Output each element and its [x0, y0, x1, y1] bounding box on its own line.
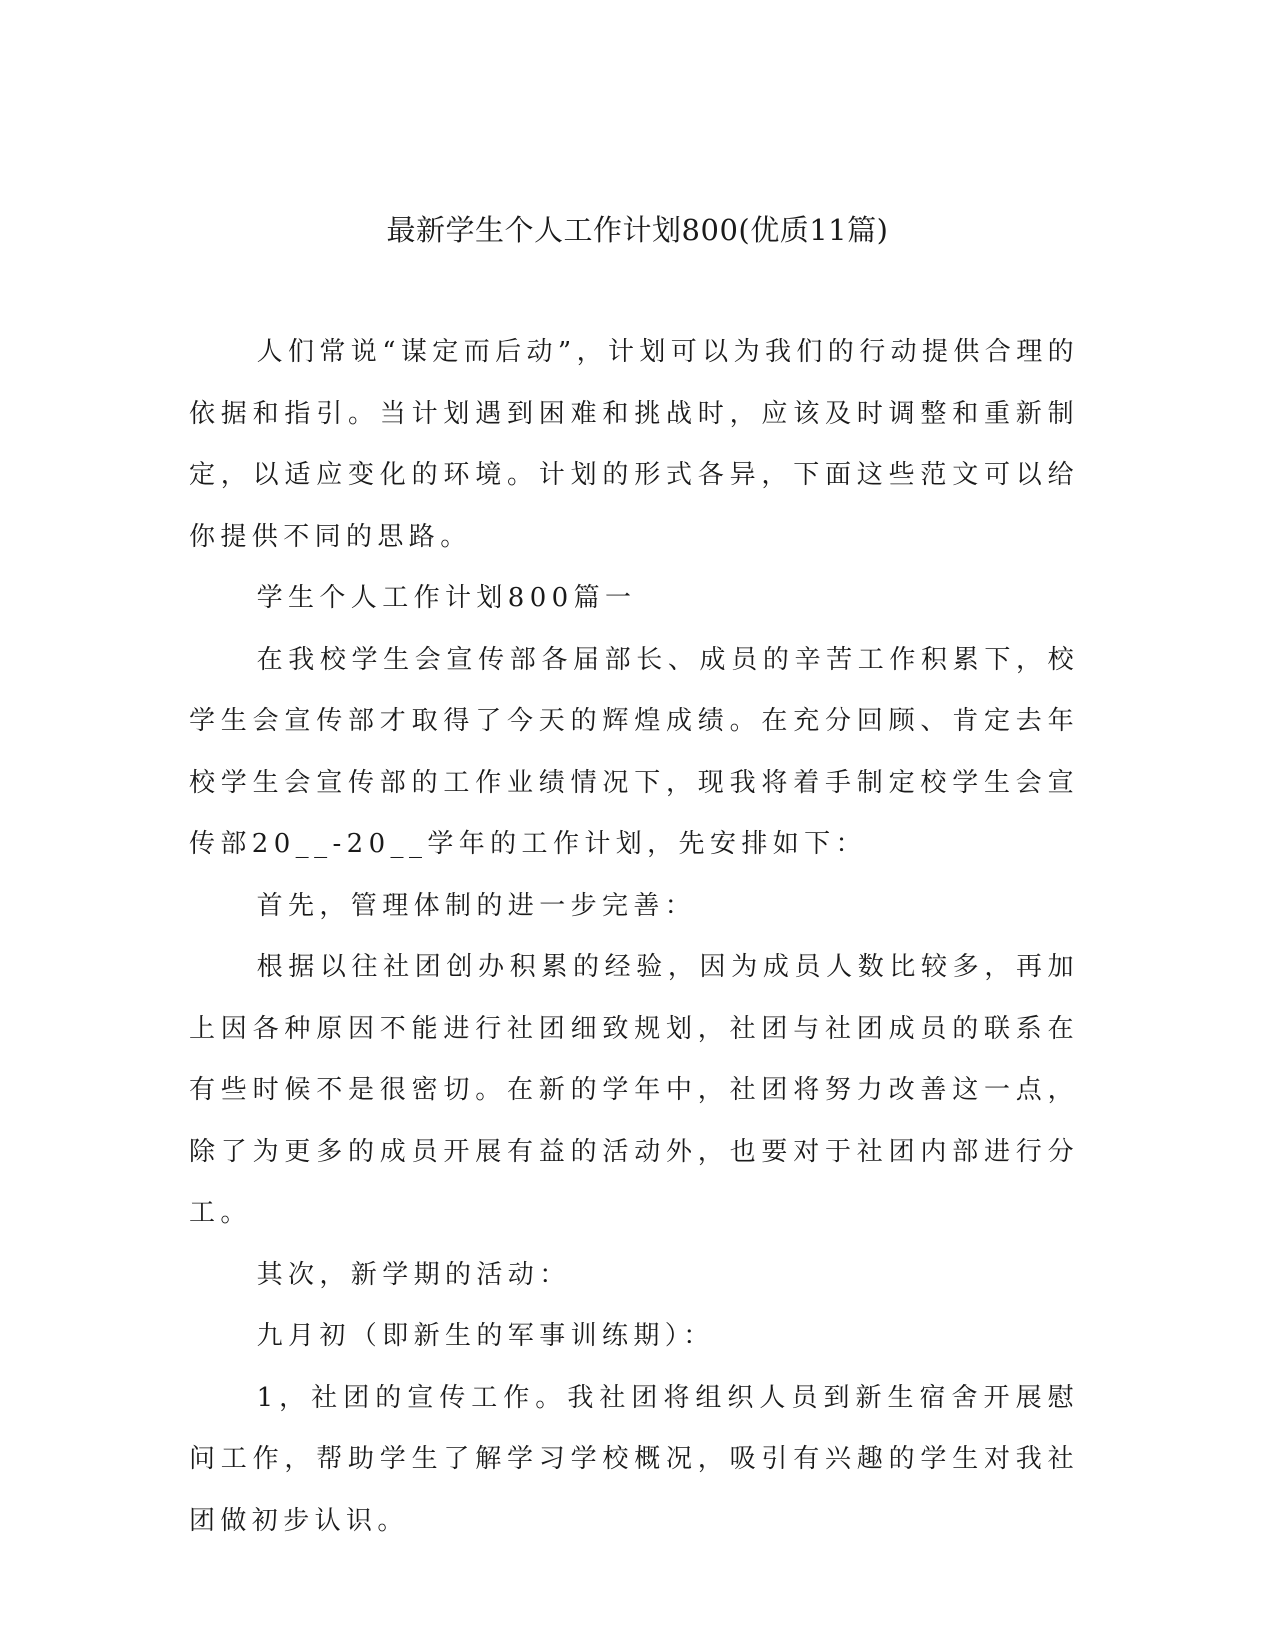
paragraph-management: 根据以往社团创办积累的经验，因为成员人数比较多，再加上因各种原因不能进行社团细致规划，社团与社团成员的联系在有些时候不是很密切。在新的学年中，社团将努力改善这一点，除了为更多的成员开展有益的活动外，也要对于社团内部进行分工。	[189, 952, 1079, 1228]
paragraph-second-point: 其次，新学期的活动：	[256, 1259, 571, 1290]
paragraph-heading-part-one: 学生个人工作计划800篇一	[256, 583, 637, 613]
document-title: 最新学生个人工作计划800(优质11篇)	[386, 213, 889, 247]
paragraph-item-1: 1，社团的宣传工作。我社团将组织人员到新生宿舍开展慰问工作，帮助学生了解学习学校概况，吸引有兴趣的学生对我社团做初步认识。	[189, 1382, 1079, 1536]
paragraph-intro: 人们常说“谋定而后动”，计划可以为我们的行动提供合理的依据和指引。当计划遇到困难和挑战时，应该及时调整和重新制定，以适应变化的环境。计划的形式各异，下面这些范文可以给你提供不同的思路。	[189, 337, 1079, 552]
paragraph-september: 九月初（即新生的军事训练期）：	[256, 1321, 715, 1351]
document-body	[189, 322, 1079, 1552]
paragraph-background: 在我校学生会宣传部各届部长、成员的辛苦工作积累下，校学生会宣传部才取得了今天的辉煌成绩。在充分回顾、肯定去年校学生会宣传部的工作业绩情况下，现我将着手制定校学生会宣传部20__-20__学年的工作计划，先安排如下：	[189, 644, 1079, 859]
paragraph-first-point: 首先，管理体制的进一步完善：	[256, 890, 697, 921]
